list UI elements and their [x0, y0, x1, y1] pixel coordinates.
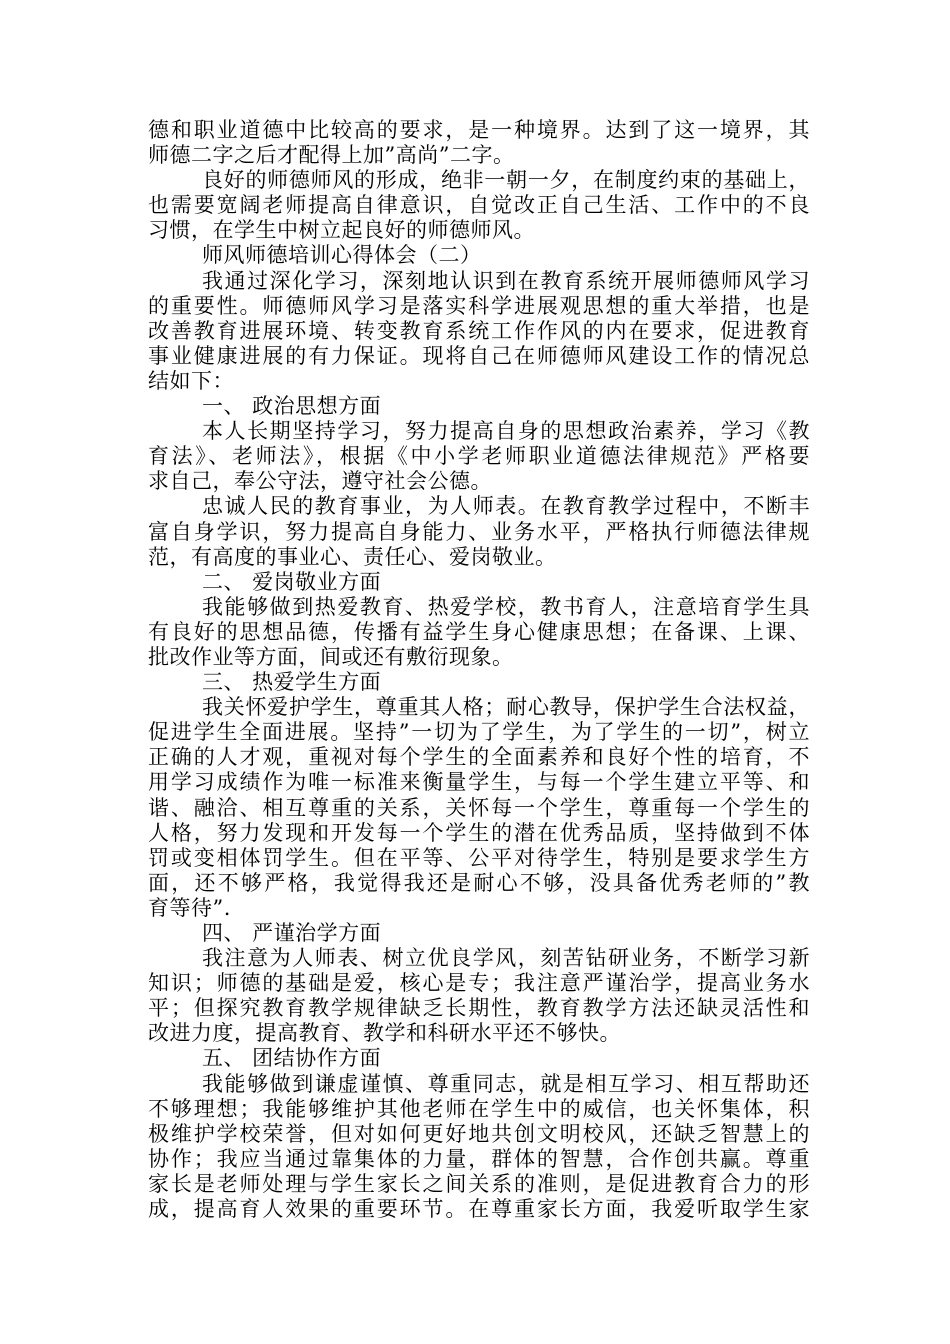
document-body — [148, 118, 810, 1222]
text-line: 事业健康进展的有力保证。现将自己在师德师风建设工作的情况总 — [148, 343, 810, 368]
text-line: 改进力度，提高教育、教学和科研水平还不够快。 — [148, 1021, 621, 1046]
text-line: 改善教育进展环境、转变教育系统工作作风的内在要求，促进教育 — [148, 318, 810, 343]
text-line: 我关怀爱护学生，尊重其人格；耐心教导，保护学生合法权益， — [202, 695, 810, 720]
text-line: 师风师德培训心得体会（二） — [202, 243, 482, 268]
text-line: 结如下： — [148, 368, 234, 393]
text-line: 不够理想；我能够维护其他老师在学生中的威信，也关怀集体，积 — [148, 1096, 810, 1121]
text-line: 四、 严谨治学方面 — [202, 921, 382, 945]
text-line: 极维护学校荣誉，但对如何更好地共创文明校风，还缺乏智慧上的 — [148, 1121, 810, 1146]
text-line: 富自身学识，努力提高自身能力、业务水平，严格执行师德法律规 — [148, 519, 810, 544]
text-line: 求自己，奉公守法，遵守社会公德。 — [148, 469, 492, 494]
text-line: 也需要宽阔老师提高自律意识，自觉改正自己生活、工作中的不良 — [148, 193, 810, 218]
text-line: 面，还不够严格，我觉得我还是耐心不够，没具备优秀老师的”教 — [148, 870, 810, 895]
text-line: 成，提高育人效果的重要环节。在尊重家长方面，我爱听取学生家 — [148, 1197, 810, 1222]
text-line: 习惯，在学生中树立起良好的师德师风。 — [148, 218, 535, 243]
text-line: 德和职业道德中比较高的要求，是一种境界。达到了这一境界，其 — [148, 118, 810, 142]
text-line: 谐、融洽、相互尊重的关系，关怀每一个学生，尊重每一个学生的 — [148, 795, 810, 820]
text-line: 我通过深化学习，深刻地认识到在教育系统开展师德师风学习 — [202, 268, 810, 293]
text-line: 罚或变相体罚学生。但在平等、公平对待学生，特别是要求学生方 — [148, 845, 810, 870]
text-line: 家长是老师处理与学生家长之间关系的准则，是促进教育合力的形 — [148, 1171, 810, 1196]
text-line: 师德二字之后才配得上加”高尚”二字。 — [148, 143, 515, 168]
text-line: 我注意为人师表、树立优良学风，刻苦钻研业务，不断学习新 — [202, 946, 810, 971]
text-line: 二、 爱岗敬业方面 — [202, 569, 382, 594]
text-line: 本人长期坚持学习，努力提高自身的思想政治素养，学习《教 — [202, 419, 810, 444]
text-line: 忠诚人民的教育事业，为人师表。在教育教学过程中，不断丰 — [202, 494, 810, 519]
text-line: 有良好的思想品德，传播有益学生身心健康思想；在备课、上课、 — [148, 619, 810, 644]
text-line: 育法》、老师法》，根据《中小学老师职业道德法律规范》严格要 — [148, 444, 810, 469]
text-line: 育等待”. — [148, 895, 231, 920]
text-line: 促进学生全面进展。坚持”一切为了学生，为了学生的一切”，树立 — [148, 720, 810, 745]
text-line: 五、 团结协作方面 — [202, 1046, 382, 1071]
text-line: 用学习成绩作为唯一标准来衡量学生，与每一个学生建立平等、和 — [148, 770, 810, 795]
text-line: 平；但探究教育教学规律缺乏长期性，教育教学方法还缺灵活性和 — [148, 996, 810, 1021]
text-line: 的重要性。师德师风学习是落实科学进展观思想的重大举措，也是 — [148, 293, 810, 318]
text-line: 协作；我应当通过靠集体的力量，群体的智慧，合作创共赢。尊重 — [148, 1146, 810, 1171]
text-line: 一、 政治思想方面 — [202, 394, 382, 419]
text-line: 良好的师德师风的形成，绝非一朝一夕，在制度约束的基础上， — [202, 168, 810, 193]
text-line: 范，有高度的事业心、责任心、爱岗敬业。 — [148, 544, 557, 569]
text-line: 三、 热爱学生方面 — [202, 670, 382, 695]
text-line: 知识；师德的基础是爱，核心是专；我注意严谨治学，提高业务水 — [148, 971, 810, 996]
text-line: 正确的人才观，重视对每个学生的全面素养和良好个性的培育，不 — [148, 745, 810, 770]
text-line: 批改作业等方面，间或还有敷衍现象。 — [148, 644, 514, 669]
text-line: 我能够做到谦虚谨慎、尊重同志，就是相互学习、相互帮助还 — [202, 1071, 810, 1096]
text-line: 人格，努力发现和开发每一个学生的潜在优秀品质，坚持做到不体 — [148, 820, 810, 845]
text-line: 我能够做到热爱教育、热爱学校，教书育人，注意培育学生具 — [202, 594, 810, 619]
